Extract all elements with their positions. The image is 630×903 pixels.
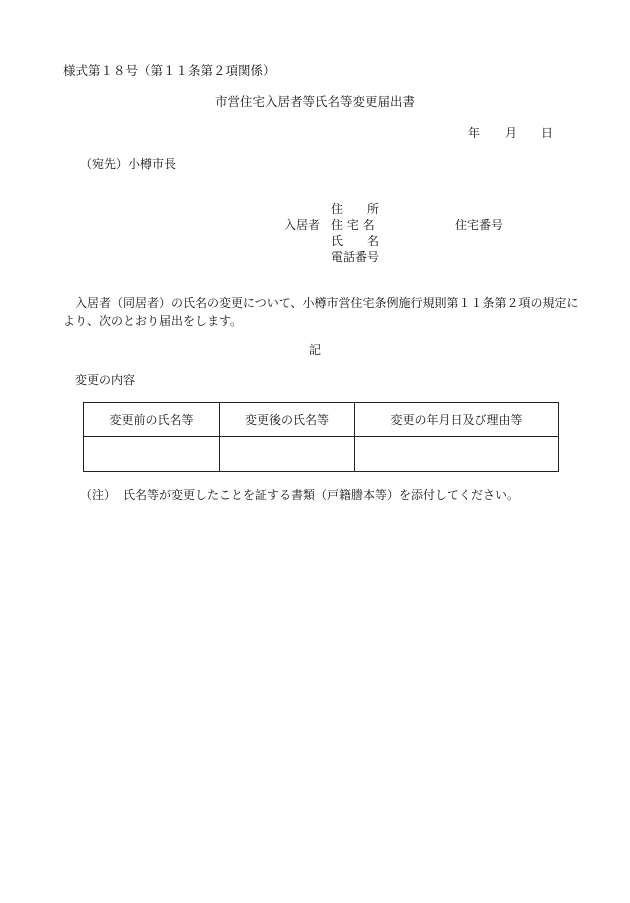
phone-label: 電話番号 <box>331 250 380 264</box>
body-paragraph: 入居者（同居者）の氏名の変更について、小樽市営住宅条例施行規則第１１条第２項の規定により、次のとおり届出をします。 <box>63 296 579 328</box>
date-day-label: 日 <box>541 126 554 140</box>
table-header-before-name: 変更前の氏名等 <box>84 403 220 437</box>
section-title: 変更の内容 <box>75 373 136 387</box>
date-month-label: 月 <box>505 126 518 140</box>
address-label: 住 所 <box>331 202 380 216</box>
table-cell-date-reason[interactable] <box>355 437 559 472</box>
change-table <box>83 402 559 472</box>
table-header-date-reason: 変更の年月日及び理由等 <box>355 403 559 437</box>
name-label: 氏 名 <box>331 234 380 248</box>
housing-name-label: 住 宅 名 <box>331 218 375 232</box>
table-cell-before-name[interactable] <box>84 437 220 472</box>
date-year-label: 年 <box>468 126 481 140</box>
form-number: 様式第１８号（第１１条第２項関係） <box>63 63 276 78</box>
table-header-after-name: 変更後の氏名等 <box>220 403 355 437</box>
table-header-row <box>84 403 559 437</box>
resident-role-label: 入居者 <box>284 218 321 232</box>
note-label: （注） <box>80 488 117 502</box>
table-cell-after-name[interactable] <box>220 437 355 472</box>
housing-number-label: 住宅番号 <box>455 218 504 232</box>
ki-heading: 記 <box>308 343 321 357</box>
table-row <box>84 437 559 472</box>
document-title: 市営住宅入居者等氏名等変更届出書 <box>214 94 415 109</box>
addressee: （宛先）小樽市長 <box>80 157 177 171</box>
note-text: 氏名等が変更したことを証する書類（戸籍謄本等）を添付してください。 <box>123 488 520 502</box>
